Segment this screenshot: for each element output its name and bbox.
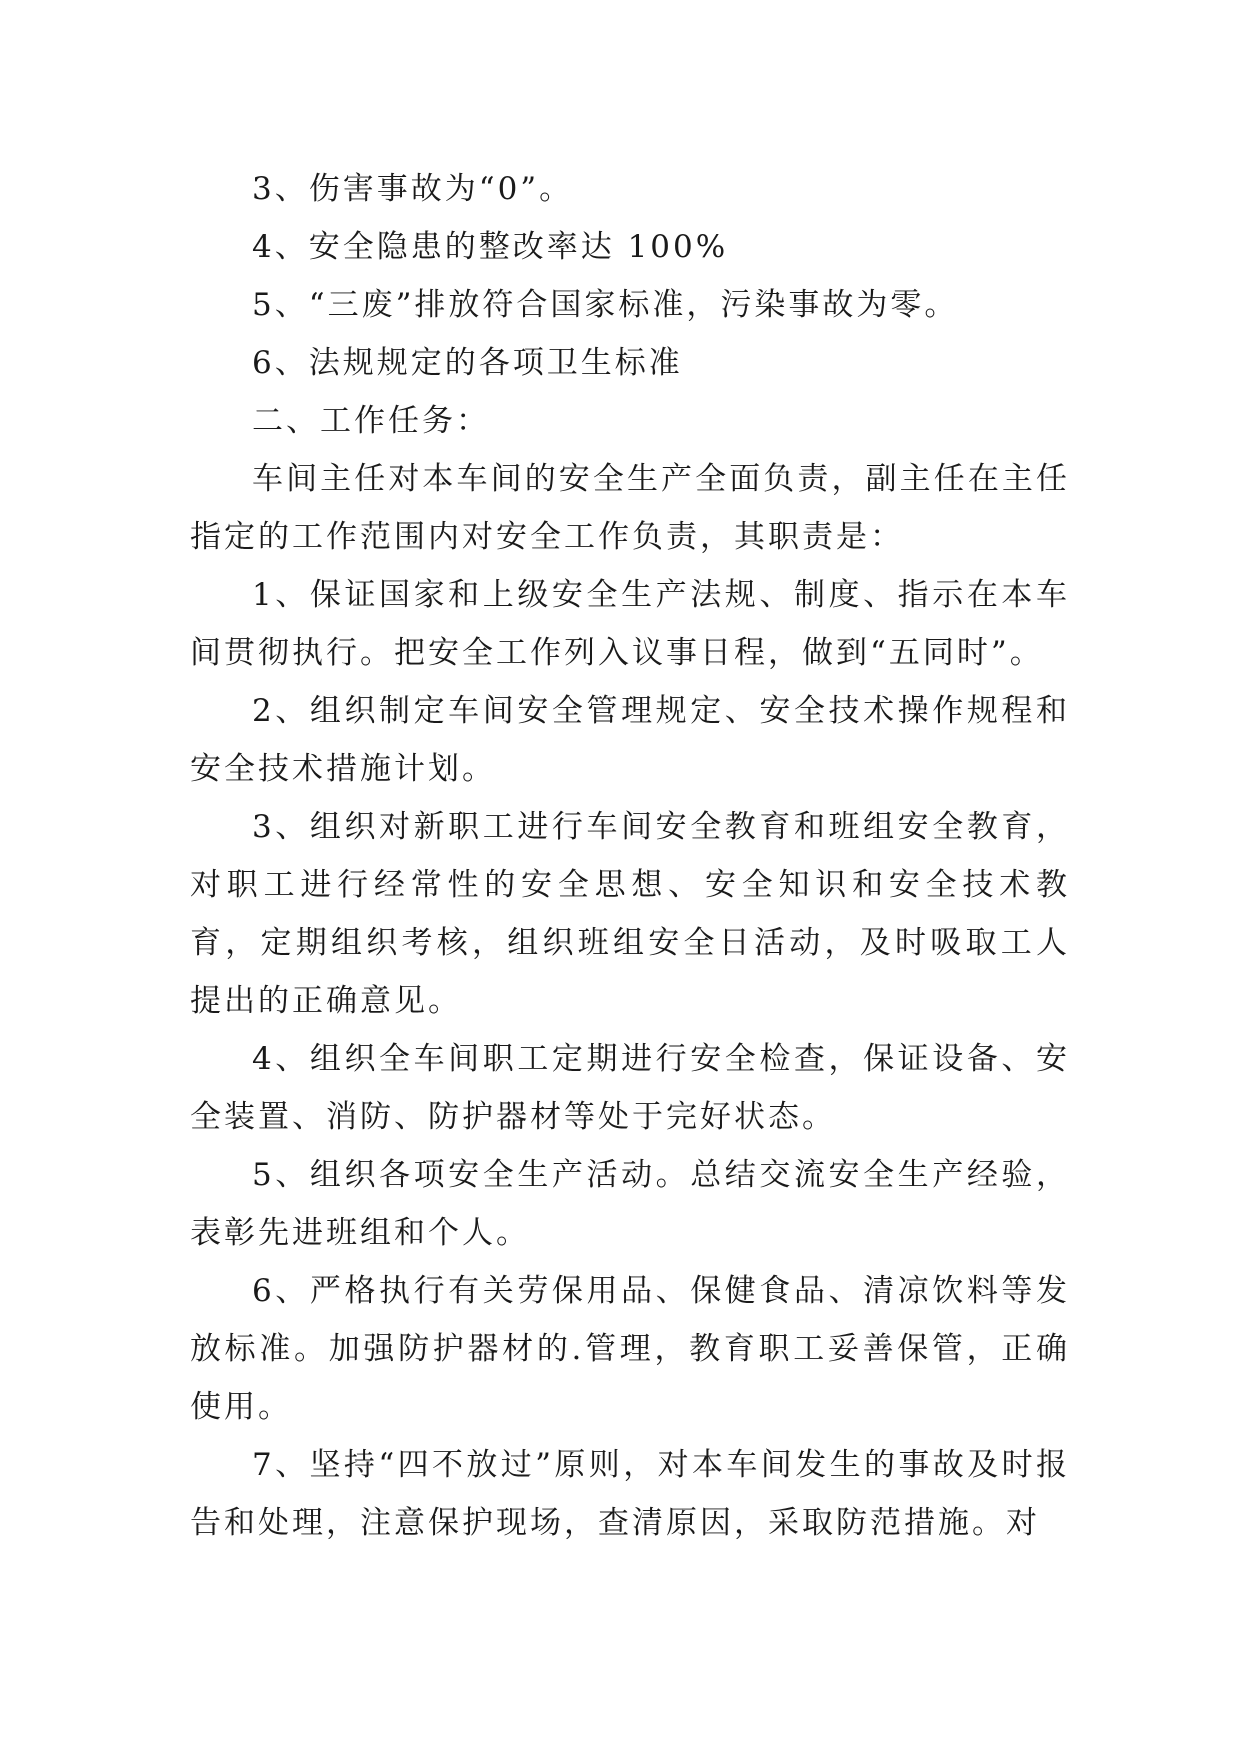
paragraph-injury-target: 3、伤害事故为“0”。 — [252, 171, 574, 207]
paragraph-director-responsibility: 车间主任对本车间的安全生产全面负责，副主任在主任指定的工作范围内对安全工作负责，其职责是： — [190, 461, 1070, 555]
section-heading-work-tasks: 二、工作任务： — [252, 403, 490, 439]
list-item-5: 5、组织各项安全生产活动。总结交流安全生产经验，表彰先进班组和个人。 — [190, 1157, 1070, 1251]
paragraph-three-wastes: 5、“三废”排放符合国家标准，污染事故为零。 — [252, 287, 959, 323]
document-body — [190, 160, 1070, 1552]
list-item-6: 6、严格执行有关劳保用品、保健食品、清凉饮料等发放标准。加强防护器材的.管理，教育职工妥善保管，正确使用。 — [190, 1273, 1070, 1425]
list-item-3: 3、组织对新职工进行车间安全教育和班组安全教育，对职工进行经常性的安全思想、安全知识和安全技术教育，定期组织考核，组织班组安全日活动，及时吸取工人提出的正确意见。 — [190, 809, 1070, 1019]
paragraph-hygiene-standards: 6、法规规定的各项卫生标准 — [252, 345, 683, 381]
paragraph-hazard-rectification: 4、安全隐患的整改率达 100% — [252, 229, 729, 265]
list-item-2: 2、组织制定车间安全管理规定、安全技术操作规程和安全技术措施计划。 — [190, 693, 1070, 787]
list-item-1: 1、保证国家和上级安全生产法规、制度、指示在本车间贯彻执行。把安全工作列入议事日程，做到“五同时”。 — [190, 577, 1070, 671]
list-item-7: 7、坚持“四不放过”原则，对本车间发生的事故及时报告和处理，注意保护现场，查清原因，采取防范措施。对 — [190, 1447, 1070, 1541]
list-item-4: 4、组织全车间职工定期进行安全检查，保证设备、安全装置、消防、防护器材等处于完好状态。 — [190, 1041, 1070, 1135]
